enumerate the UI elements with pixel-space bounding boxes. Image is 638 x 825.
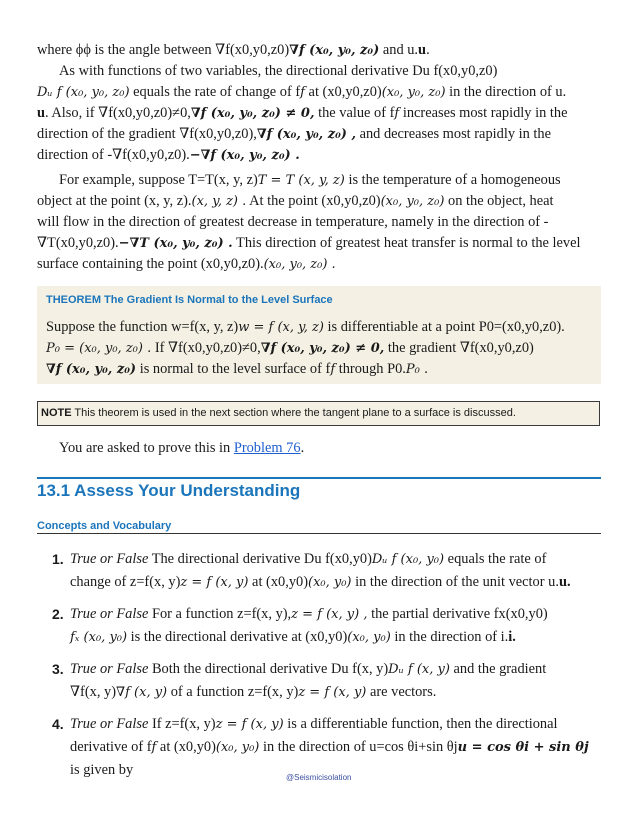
theorem-box [37, 286, 601, 384]
text-line: u. Also, if ∇f(x0,y0,z0)≠0,∇f (x₀, y₀, z₀) ≠ 0, the value of ff increases most rapidly in the [37, 105, 568, 121]
text-line: True or False If z=f(x, y)z = f (x, y) is a differentiable function, then the directional [70, 716, 558, 732]
problem-76-link[interactable]: Problem 76 [233, 440, 301, 456]
theorem-title: THEOREM The Gradient Is Normal to the Level Surface [46, 294, 333, 306]
question-number: 3. [52, 661, 64, 677]
question-4 [52, 713, 592, 781]
text-line: object at the point (x, y, z).(x, y, z) . At the point (x0,y0,z0)(x₀, y₀, z₀) on the object, heat [37, 193, 554, 209]
text-line: will flow in the direction of greatest decrease in temperature, namely in the direction of - [37, 214, 549, 230]
paragraph-temperature-example [37, 170, 601, 275]
text-line: direction of the gradient ∇f(x0,y0,z0),∇f (x₀, y₀, z₀) , and decreases most rapidly in the [37, 126, 551, 142]
text-line: True or False Both the directional derivative Du f(x, y)Dᵤ f (x, y) and the gradient [70, 661, 547, 677]
theorem-body [46, 317, 596, 380]
text-line: fₓ (x₀, y₀) is the directional derivative at (x0,y0)(x₀, y₀) in the direction of i.i. [70, 629, 516, 645]
text-line: direction of -∇f(x0,y0,z0).−∇f (x₀, y₀, z₀) . [37, 147, 300, 163]
watermark: @Seismicisolation [286, 773, 352, 782]
subheading-rule [37, 533, 601, 534]
text-line: is given by [70, 762, 134, 778]
note-text: This theorem is used in the next section where the tangent plane to a surface is discussed. [71, 407, 516, 419]
prove-sentence [59, 440, 304, 457]
question-1 [52, 548, 592, 594]
text-line: derivative of ff at (x0,y0)(x₀, y₀) in the direction of u=cos θi+sin θju = cos θi + sin θj [70, 739, 589, 755]
note-box [37, 401, 600, 426]
text-line: Dᵤ f (x₀, y₀, z₀) equals the rate of change of ff at (x0,y0,z0)(x₀, y₀, z₀) in the direction of u. [37, 84, 567, 100]
question-2 [52, 603, 592, 649]
text-line: For example, suppose T=T(x, y, z)T = T (x, y, z) is the temperature of a homogeneous [59, 172, 561, 188]
question-number: 4. [52, 716, 64, 732]
text-line: ∇T(x0,y0,z0).−∇T (x₀, y₀, z₀) . This direction of greatest heat transfer is normal to the level [37, 235, 581, 251]
text-line: where ϕϕ is the angle between ∇f(x0,y0,z0)∇f (x₀, y₀, z₀) and u.u. [37, 42, 430, 58]
text-line: True or False The directional derivative Du f(x0,y0)Dᵤ f (x₀, y₀) equals the rate of [70, 551, 547, 567]
paragraph-directional-derivative [37, 40, 601, 166]
text-line: P₀ = (x₀, y₀, z₀) . If ∇f(x0,y0,z0)≠0,∇f (x₀, y₀, z₀) ≠ 0, the gradient ∇f(x0,y0,z0) [46, 340, 534, 356]
text-line: Suppose the function w=f(x, y, z)w = f (x, y, z) is differentiable at a point P0=(x0,y0,z0). [46, 319, 565, 335]
text-line: ∇f(x, y)∇f (x, y) of a function z=f(x, y)z = f (x, y) are vectors. [70, 684, 437, 700]
section-rule [37, 477, 601, 479]
prove-text: You are asked to prove this in [59, 440, 234, 456]
text-line: ∇f (x₀, y₀, z₀) is normal to the level surface of ff through P0.P₀ . [46, 361, 429, 377]
question-number: 1. [52, 551, 64, 567]
section-heading: 13.1 Assess Your Understanding [37, 481, 301, 500]
prove-end: . [300, 440, 305, 456]
question-number: 2. [52, 606, 64, 622]
text-line: change of z=f(x, y)z = f (x, y) at (x0,y0)(x₀, y₀) in the direction of the unit vector u.u. [70, 574, 571, 590]
subheading: Concepts and Vocabulary [37, 520, 172, 532]
text-line: surface containing the point (x0,y0,z0).(x₀, y₀, z₀) . [37, 256, 336, 272]
text-line: True or False For a function z=f(x, y),z = f (x, y) , the partial derivative fx(x0,y0) [70, 606, 548, 622]
text-line: As with functions of two variables, the directional derivative Du f(x0,y0,z0) [59, 63, 498, 79]
note-label: NOTE [41, 407, 72, 419]
question-3 [52, 658, 592, 704]
